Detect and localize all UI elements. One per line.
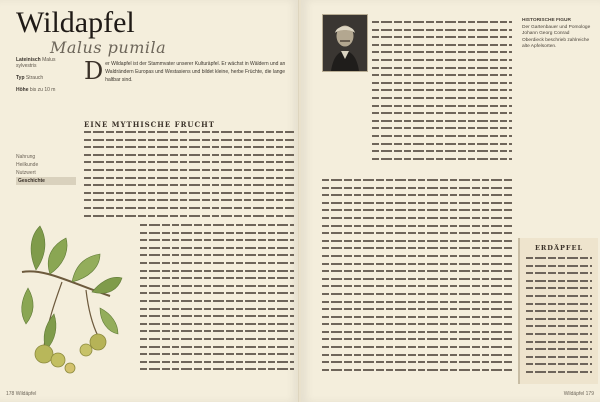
meta-value: Malus sylvestris (16, 57, 56, 69)
page-number: 178 (6, 391, 15, 397)
box-heading: ERDÄPFEL (534, 244, 584, 252)
body-text-column (84, 128, 294, 219)
body-text-column-lower (140, 221, 294, 373)
caption-title: HISTORISCHE FIGUR (522, 18, 571, 23)
meta-item (16, 75, 76, 81)
info-box (518, 238, 598, 384)
apple-branch-illustration (14, 212, 126, 382)
folio-right (564, 391, 594, 397)
box-body (526, 254, 592, 376)
section-heading: EINE MYTHISCHE FRUCHT (84, 120, 215, 129)
meta-key: Typ (16, 75, 25, 81)
page-subtitle: Malus pumila (50, 38, 167, 57)
portrait-caption (522, 18, 592, 51)
running-title: Wildäpfel (15, 391, 37, 397)
dropcap: D (84, 57, 104, 85)
right-body-bottom (322, 176, 512, 373)
page-number: 179 (585, 391, 594, 397)
contents-item[interactable]: Heilkunde (16, 162, 39, 168)
meta-value: bis zu 10 m (29, 87, 56, 93)
meta-key: Lateinisch (16, 57, 41, 63)
right-body-top (372, 18, 512, 162)
meta-value: Strauch (25, 75, 44, 81)
intro-text: er Wildapfel ist der Stammvater unserer Kulturäpfel. Er wächst in Wäldern und an Waldrändern Europas und Westasiens und bildet kleine, herbe Früchte, die lange haltbar sind. (105, 61, 286, 83)
caption-text: Der Gartenbauer und Pomologe Johann Georg Conrad Oberdieck beschrieb zahlreiche alte Apfelsorten. (522, 24, 591, 49)
intro-paragraph (84, 57, 292, 85)
meta-item (16, 87, 76, 93)
meta-item (16, 57, 76, 69)
meta-key: Höhe (16, 87, 29, 93)
contents-item[interactable]: Nutzwert (16, 170, 36, 176)
contents-item-active[interactable]: Geschichte (16, 177, 76, 185)
sidebar (16, 57, 76, 185)
contents-list (16, 153, 76, 185)
historic-portrait (322, 14, 368, 72)
running-title: Wildäpfel (563, 391, 585, 397)
portrait-illustration (323, 15, 367, 71)
page-title: Wildapfel (16, 6, 135, 39)
left-page (0, 0, 299, 402)
contents-item[interactable]: Nahrung (16, 154, 36, 160)
folio-left (6, 391, 36, 397)
